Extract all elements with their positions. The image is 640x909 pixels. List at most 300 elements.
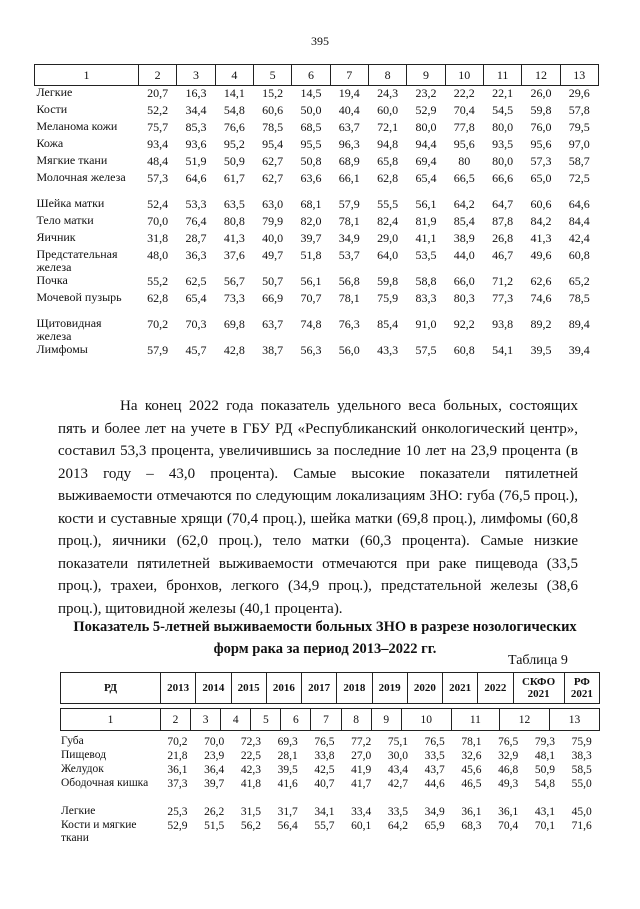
header-cell: 2014 [196, 673, 231, 704]
table-cell: 95,2 [223, 137, 245, 151]
table-cell: 94,4 [415, 137, 437, 151]
row-label: Мягкие ткани [36, 153, 108, 167]
column-number: 11 [451, 709, 499, 731]
table-cell: 39,7 [300, 231, 322, 245]
table-cell: 70,2 [147, 317, 169, 331]
table-cell: 61,7 [223, 171, 245, 185]
table-cell: 29,0 [377, 231, 399, 245]
table-cell: 50,8 [300, 154, 322, 168]
table-cell: 78,5 [568, 291, 590, 305]
table-cell: 76,4 [185, 214, 207, 228]
table-cell: 28,7 [185, 231, 207, 245]
table-row [60, 749, 600, 763]
table-cell: 64,2 [453, 197, 475, 211]
table-cell: 76,5 [424, 736, 445, 748]
table-cell: 85,3 [185, 120, 207, 134]
table9-header [60, 672, 600, 704]
row-label: Щитовидная железа [36, 316, 102, 343]
table-cell: 63,7 [262, 317, 284, 331]
table-cell: 50,9 [534, 764, 555, 776]
table-cell: 57,3 [530, 154, 552, 168]
table-cell: 66,9 [262, 291, 284, 305]
table-cell: 46,7 [492, 248, 514, 262]
table-cell: 48,4 [147, 154, 169, 168]
table-cell: 82,0 [300, 214, 322, 228]
column-number: 12 [500, 709, 550, 731]
table-cell: 78,5 [262, 120, 284, 134]
table-cell: 39,7 [204, 778, 225, 790]
table-cell: 95,5 [300, 137, 322, 151]
row-label: Пищевод [61, 749, 107, 761]
table-cell: 51,9 [185, 154, 207, 168]
table-cell: 72,5 [568, 171, 590, 185]
row-label: Губа [61, 735, 84, 747]
table-cell: 89,4 [568, 317, 590, 331]
header-cell: 6 [292, 65, 330, 86]
table-cell: 22,1 [492, 86, 514, 100]
table-cell: 66,6 [492, 171, 514, 185]
header-cell: 2018 [337, 673, 372, 704]
table-cell: 70,1 [534, 820, 555, 832]
table-cell: 89,2 [530, 317, 552, 331]
table-cell: 72,3 [240, 736, 261, 748]
table-cell: 52,2 [147, 103, 169, 117]
header-cell: 2019 [372, 673, 407, 704]
table-cell: 53,7 [338, 248, 360, 262]
table-cell: 76,5 [498, 736, 519, 748]
table-cell: 45,7 [185, 343, 207, 357]
header-cell: 2016 [266, 673, 301, 704]
table-cell: 52,9 [415, 103, 437, 117]
table-cell: 55,2 [147, 274, 169, 288]
table-cell: 65,4 [185, 291, 207, 305]
header-cell: 13 [560, 65, 598, 86]
table-cell: 57,9 [338, 197, 360, 211]
table-row [35, 197, 599, 214]
table-cell: 60,6 [530, 197, 552, 211]
table-cell: 49,7 [262, 248, 284, 262]
table-cell: 46,5 [461, 778, 482, 790]
table-cell: 79,5 [568, 120, 590, 134]
column-number: 13 [549, 709, 599, 731]
table-cell: 36,3 [185, 248, 207, 262]
table-cell: 97,0 [568, 137, 590, 151]
table-cell: 62,7 [262, 154, 284, 168]
table-cell: 80,8 [223, 214, 245, 228]
row-label: Меланома кожи [36, 119, 118, 133]
table-cell: 70,0 [204, 736, 225, 748]
table-cell: 24,3 [377, 86, 399, 100]
table-cell: 58,5 [571, 764, 592, 776]
table-cell: 79,3 [534, 736, 555, 748]
table-cell: 57,5 [415, 343, 437, 357]
table-cell: 39,5 [530, 343, 552, 357]
table-cell: 93,4 [147, 137, 169, 151]
table-cell: 85,4 [377, 317, 399, 331]
table-cell: 49,6 [530, 248, 552, 262]
row-label: Яичник [36, 230, 76, 244]
table-row [35, 154, 599, 171]
table-cell: 52,4 [147, 197, 169, 211]
table-cell: 31,8 [147, 231, 169, 245]
table-cell: 77,8 [453, 120, 475, 134]
table-cell: 91,0 [415, 317, 437, 331]
table-cell: 80 [458, 154, 471, 168]
table-cell: 28,1 [277, 750, 298, 762]
table-cell: 74,6 [530, 291, 552, 305]
table-cell: 40,0 [262, 231, 284, 245]
table-cell: 80,3 [453, 291, 475, 305]
table-cell: 34,9 [424, 806, 445, 818]
table-cell: 36,4 [204, 764, 225, 776]
header-cell: 11 [483, 65, 521, 86]
table-cell: 42,3 [240, 764, 261, 776]
table-cell: 36,1 [461, 806, 482, 818]
table-cell: 71,6 [571, 820, 592, 832]
table-cell: 63,0 [262, 197, 284, 211]
table-cell: 42,8 [223, 343, 245, 357]
row-label: Тело матки [36, 213, 94, 227]
table-row [35, 214, 599, 231]
table-cell: 87,8 [492, 214, 514, 228]
table-cell: 95,4 [262, 137, 284, 151]
table-cell: 69,3 [277, 736, 298, 748]
table9-body [60, 735, 600, 847]
table-cell: 42,7 [387, 778, 408, 790]
table-cell: 46,8 [498, 764, 519, 776]
table-cell: 14,5 [300, 86, 322, 100]
table-cell: 60,8 [453, 343, 475, 357]
table-cell: 95,6 [453, 137, 475, 151]
table-cell: 36,1 [167, 764, 188, 776]
table-cell: 53,5 [415, 248, 437, 262]
table-cell: 54,5 [492, 103, 514, 117]
table-row [35, 120, 599, 137]
table-cell: 19,4 [338, 86, 360, 100]
table-cell: 73,3 [223, 291, 245, 305]
table-cell: 68,9 [338, 154, 360, 168]
table-cell: 75,7 [147, 120, 169, 134]
header-cell: 2013 [161, 673, 196, 704]
table-cell: 68,1 [300, 197, 322, 211]
table-cell: 30,0 [387, 750, 408, 762]
table-cell: 76,5 [314, 736, 335, 748]
header-cell: 1 [35, 65, 139, 86]
table-cell: 60,0 [377, 103, 399, 117]
table-cell: 68,5 [300, 120, 322, 134]
table-cell: 43,3 [377, 343, 399, 357]
table-cell: 55,5 [377, 197, 399, 211]
table-cell: 49,3 [498, 778, 519, 790]
table-label: Таблица 9 [508, 653, 568, 668]
table-cell: 58,8 [415, 274, 437, 288]
table-cell: 62,5 [185, 274, 207, 288]
header-cell: 2022 [478, 673, 513, 704]
table-row [60, 819, 600, 847]
table-row [60, 777, 600, 805]
table-cell: 37,6 [223, 248, 245, 262]
header-cell: 5 [253, 65, 291, 86]
table-cell: 65,4 [415, 171, 437, 185]
table-cell: 43,4 [387, 764, 408, 776]
table-cell: 69,4 [415, 154, 437, 168]
table-cell: 57,3 [147, 171, 169, 185]
table-cell: 56,3 [300, 343, 322, 357]
table-cell: 31,5 [240, 806, 261, 818]
table-cell: 74,8 [300, 317, 322, 331]
table-cell: 59,8 [530, 103, 552, 117]
table-cell: 56,1 [415, 197, 437, 211]
table-row [60, 805, 600, 819]
table-cell: 51,5 [204, 820, 225, 832]
table-row [35, 103, 599, 120]
table-row [35, 317, 599, 343]
table-cell: 50,9 [223, 154, 245, 168]
table-cell: 42,5 [314, 764, 335, 776]
table-cell: 15,2 [262, 86, 284, 100]
table-cell: 77,3 [492, 291, 514, 305]
survival-table-continued [34, 64, 599, 360]
row-label: Лимфомы [36, 342, 88, 356]
table-cell: 33,4 [351, 806, 372, 818]
table-row [60, 763, 600, 777]
row-label: Предстательная железа [36, 247, 118, 274]
table-cell: 23,2 [415, 86, 437, 100]
table-cell: 56,1 [300, 274, 322, 288]
row-label: Легкие [36, 85, 73, 99]
table-cell: 66,5 [453, 171, 475, 185]
table-cell: 76,6 [223, 120, 245, 134]
table-cell: 70,0 [147, 214, 169, 228]
table-cell: 69,8 [223, 317, 245, 331]
table-header-row [35, 65, 599, 86]
table-cell: 21,8 [167, 750, 188, 762]
table-cell: 27,0 [351, 750, 372, 762]
header-cell: 12 [522, 65, 560, 86]
table-cell: 62,7 [262, 171, 284, 185]
table-cell: 75,1 [387, 736, 408, 748]
table-row [35, 137, 599, 154]
row-label: Ободочная кишка [61, 777, 149, 789]
table-cell: 70,3 [185, 317, 207, 331]
table-cell: 65,0 [530, 171, 552, 185]
table-cell: 32,9 [498, 750, 519, 762]
table-cell: 62,6 [530, 274, 552, 288]
table-cell: 54,8 [534, 778, 555, 790]
table-cell: 39,4 [568, 343, 590, 357]
table-cell: 60,8 [568, 248, 590, 262]
table-cell: 93,6 [185, 137, 207, 151]
table-cell: 42,4 [568, 231, 590, 245]
table-cell: 48,1 [534, 750, 555, 762]
table-cell: 57,9 [147, 343, 169, 357]
table-cell: 34,9 [338, 231, 360, 245]
table-row [60, 735, 600, 749]
table-cell: 83,3 [415, 291, 437, 305]
header-cell: 2020 [407, 673, 442, 704]
table-cell: 62,8 [377, 171, 399, 185]
table-cell: 55,7 [314, 820, 335, 832]
table-row [35, 171, 599, 197]
header-cell: 2 [139, 65, 177, 86]
header-cell: РД [61, 673, 161, 704]
table-cell: 20,7 [147, 86, 169, 100]
column-number: 10 [401, 709, 451, 731]
table-cell: 76,0 [530, 120, 552, 134]
column-number: 6 [281, 709, 311, 731]
table-cell: 25,3 [167, 806, 188, 818]
table-cell: 26,0 [530, 86, 552, 100]
table-cell: 40,7 [314, 778, 335, 790]
table-row [35, 274, 599, 291]
table-cell: 43,1 [534, 806, 555, 818]
table-cell: 50,0 [300, 103, 322, 117]
table-cell: 78,1 [338, 291, 360, 305]
table-cell: 75,9 [377, 291, 399, 305]
header-cell: 8 [368, 65, 406, 86]
row-label: Кожа [36, 136, 64, 150]
header-cell: РФ 2021 [564, 673, 599, 704]
header-cell: 2017 [302, 673, 337, 704]
row-label: Молочная железа [36, 170, 126, 184]
column-number: 1 [61, 709, 161, 731]
table-cell: 52,9 [167, 820, 188, 832]
header-cell: СКФО 2021 [513, 673, 564, 704]
table-cell: 75,9 [571, 736, 592, 748]
table-cell: 33,5 [424, 750, 445, 762]
table-cell: 63,6 [300, 171, 322, 185]
header-cell: 3 [177, 65, 215, 86]
table-cell: 94,8 [377, 137, 399, 151]
table-cell: 41,1 [415, 231, 437, 245]
table-cell: 59,8 [377, 274, 399, 288]
table-cell: 34,1 [314, 806, 335, 818]
row-label: Легкие [61, 805, 96, 817]
table-cell: 38,9 [453, 231, 475, 245]
table-cell: 82,4 [377, 214, 399, 228]
table-cell: 32,6 [461, 750, 482, 762]
table-cell: 55,0 [571, 778, 592, 790]
table-cell: 72,1 [377, 120, 399, 134]
table-cell: 78,1 [461, 736, 482, 748]
table-cell: 43,7 [424, 764, 445, 776]
table-cell: 79,9 [262, 214, 284, 228]
table-cell: 78,1 [338, 214, 360, 228]
table-cell: 38,7 [262, 343, 284, 357]
row-label: Желудок [61, 763, 104, 775]
table-cell: 95,6 [530, 137, 552, 151]
table-cell: 81,9 [415, 214, 437, 228]
table-cell: 40,4 [338, 103, 360, 117]
table-cell: 68,3 [461, 820, 482, 832]
table-cell: 64,2 [387, 820, 408, 832]
table-cell: 77,2 [351, 736, 372, 748]
table-cell: 70,4 [498, 820, 519, 832]
table-cell: 93,5 [492, 137, 514, 151]
table-cell: 92,2 [453, 317, 475, 331]
table-cell: 45,6 [461, 764, 482, 776]
column-number: 2 [161, 709, 191, 731]
table-cell: 56,2 [240, 820, 261, 832]
table-cell: 65,2 [568, 274, 590, 288]
table-cell: 84,4 [568, 214, 590, 228]
table-cell: 64,6 [185, 171, 207, 185]
table-cell: 41,9 [351, 764, 372, 776]
table-cell: 71,2 [492, 274, 514, 288]
table-cell: 41,8 [240, 778, 261, 790]
column-number: 5 [251, 709, 281, 731]
table-cell: 14,1 [223, 86, 245, 100]
table-cell: 70,2 [167, 736, 188, 748]
table-cell: 85,4 [453, 214, 475, 228]
row-label: Почка [36, 273, 68, 287]
table-cell: 60,6 [262, 103, 284, 117]
table-cell: 58,7 [568, 154, 590, 168]
table-cell: 66,1 [338, 171, 360, 185]
table-cell: 33,5 [387, 806, 408, 818]
table-cell: 93,8 [492, 317, 514, 331]
table-cell: 65,9 [424, 820, 445, 832]
header-cell: 9 [407, 65, 445, 86]
table-cell: 70,4 [453, 103, 475, 117]
table-cell: 60,1 [351, 820, 372, 832]
table-cell: 62,8 [147, 291, 169, 305]
table-cell: 53,3 [185, 197, 207, 211]
column-number: 4 [221, 709, 251, 731]
column-number: 7 [311, 709, 341, 731]
table-cell: 56,0 [338, 343, 360, 357]
column-number: 3 [191, 709, 221, 731]
table-title: Показатель 5-летней выживаемости больных ЗНО в разрезе нозологических форм рака за период 2013–2022 гг. [73, 619, 577, 657]
column-number: 8 [341, 709, 371, 731]
table-cell: 41,6 [277, 778, 298, 790]
table-cell: 50,7 [262, 274, 284, 288]
table-cell: 45,0 [571, 806, 592, 818]
table-cell: 56,7 [223, 274, 245, 288]
table-cell: 70,7 [300, 291, 322, 305]
header-cell: 4 [215, 65, 253, 86]
table-cell: 38,3 [571, 750, 592, 762]
row-label: Мочевой пузырь [36, 290, 122, 304]
table-cell: 41,3 [223, 231, 245, 245]
table-cell: 48,0 [147, 248, 169, 262]
table-cell: 33,8 [314, 750, 335, 762]
table-cell: 23,9 [204, 750, 225, 762]
table-cell: 44,0 [453, 248, 475, 262]
table-cell: 65,8 [377, 154, 399, 168]
table-cell: 26,2 [204, 806, 225, 818]
table-cell: 64,0 [377, 248, 399, 262]
table-cell: 31,7 [277, 806, 298, 818]
table-cell: 80,0 [492, 154, 514, 168]
body-paragraph: На конец 2022 года показатель удельного веса больных, состоящих пять и более лет на учете в ГБУ РД «Республиканский онкологический центр», составил 53,3 процента, увеличившись за последние 10 лет на 23,9 процента (в 2013 году – 43,0 процента). Самые высокие показатели пятилетней выживаемости отмечаются по следующим локализациям ЗНО: губа (76,5 проц.), кости и суставные хрящи (70,4 проц.), шейка матки (69,8 проц.), лимфомы (60,8 проц.), яичники (62,0 проц.), тело матки (60,3 процента). Самые низкие показатели пятилетней выживаемости отмечаются при раке пищевода (33,5 проц.), трахеи, бронхов, легкого (34,9 проц.), предстательной железы (38,6 проц.), щитовидной железы (40,1 процента). [58, 398, 578, 617]
table-cell: 96,3 [338, 137, 360, 151]
table-row [35, 86, 599, 104]
table-cell: 84,2 [530, 214, 552, 228]
table-cell: 56,8 [338, 274, 360, 288]
table-cell: 37,3 [167, 778, 188, 790]
table-cell: 56,4 [277, 820, 298, 832]
table-row [35, 231, 599, 248]
table-cell: 76,3 [338, 317, 360, 331]
table-row [35, 343, 599, 360]
table-cell: 34,4 [185, 103, 207, 117]
row-label: Кости [36, 102, 68, 116]
table-cell: 64,7 [492, 197, 514, 211]
table-cell: 36,1 [498, 806, 519, 818]
header-cell: 10 [445, 65, 483, 86]
table-cell: 51,8 [300, 248, 322, 262]
